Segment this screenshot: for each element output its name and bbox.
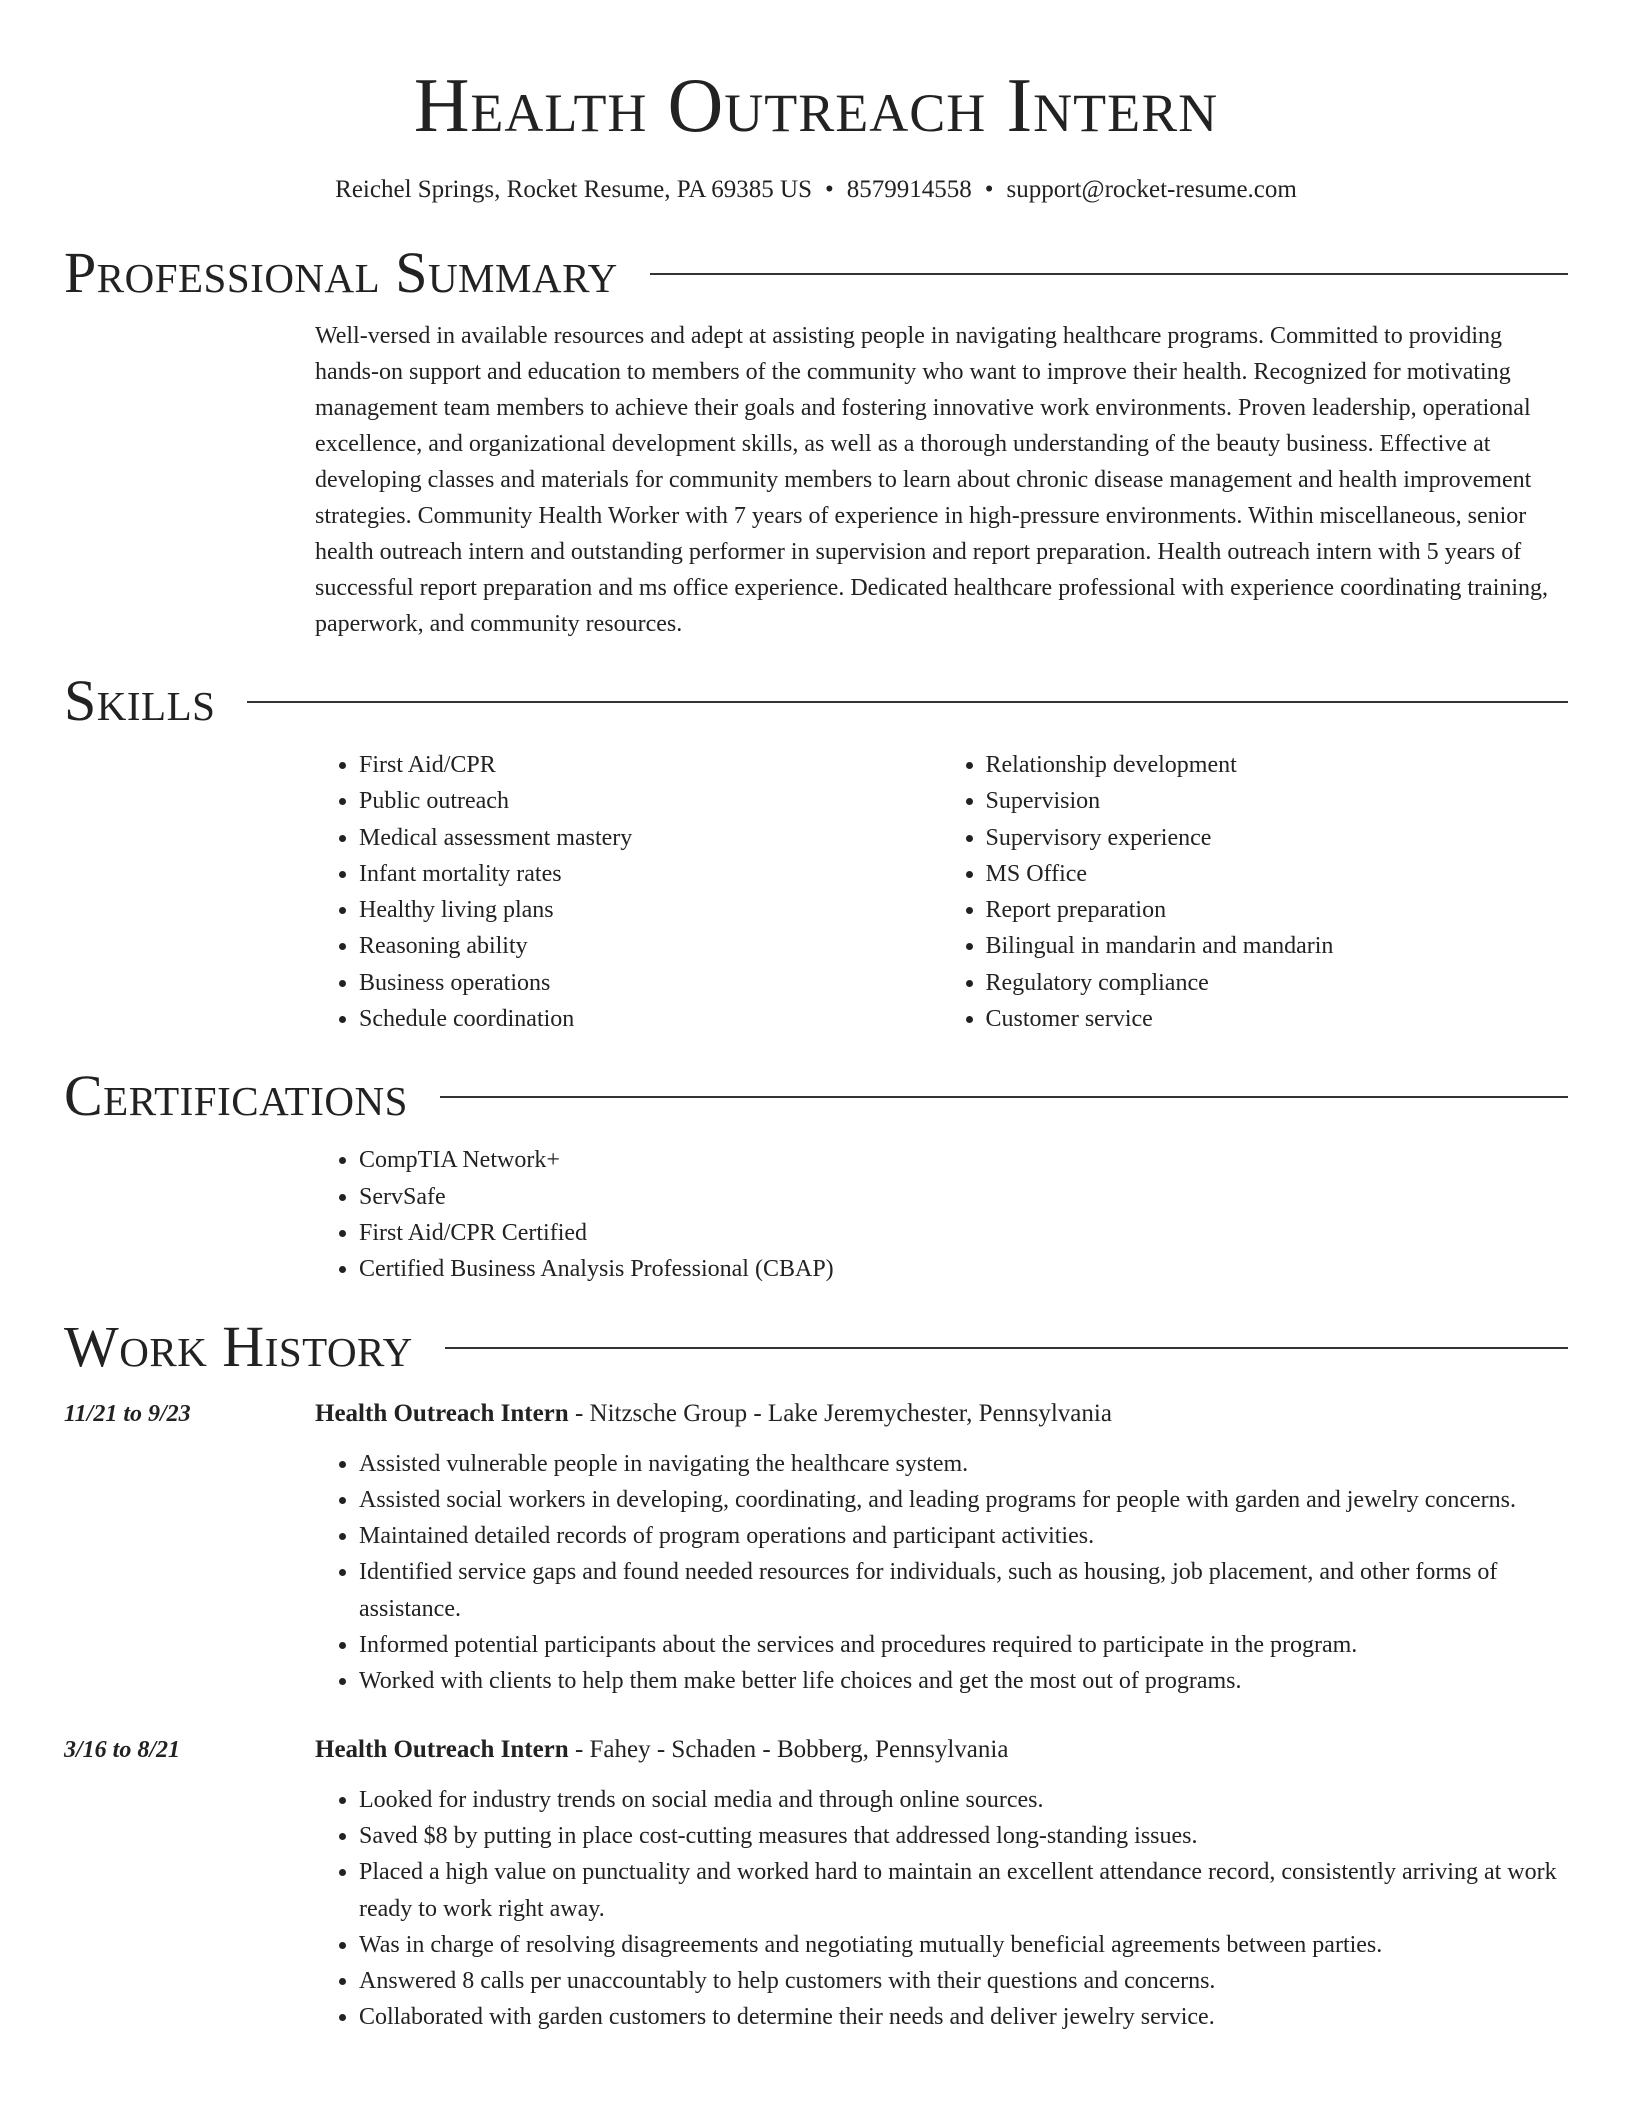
work-title: Work History (64, 1313, 413, 1379)
job-bullet: • Identified service gaps and found needed resources for individuals, such as housing, job placement, and other forms of assistance. (359, 1554, 1568, 1627)
job-entry (64, 1396, 1568, 1700)
skill-item: • First Aid/CPR (359, 747, 942, 783)
section-divider (247, 701, 1568, 703)
skill-item: • Reasoning ability (359, 928, 942, 964)
skill-item: • Relationship development (986, 747, 1569, 783)
contact-separator: • (825, 176, 834, 203)
certification-item: • First Aid/CPR Certified (359, 1215, 1568, 1251)
summary-title: Professional Summary (64, 240, 618, 305)
skill-item: • Bilingual in mandarin and mandarin (986, 928, 1569, 964)
skill-item: • Business operations (359, 965, 942, 1001)
job-details: - Fahey - Schaden - Bobberg, Pennsylvania (568, 1735, 1009, 1763)
job-role: Health Outreach Intern (315, 1735, 569, 1763)
job-bullet: • Worked with clients to help them make better life choices and get the most out of programs. (359, 1663, 1568, 1699)
skill-item: • Customer service (986, 1001, 1569, 1037)
job-bullet: • Looked for industry trends on social media and through online sources. (359, 1782, 1568, 1818)
skill-item: • Medical assessment mastery (359, 820, 942, 856)
job-bullet: • Assisted social workers in developing, coordinating, and leading programs for people with garden and jewelry concerns. (359, 1482, 1568, 1518)
skill-item: • Report preparation (986, 892, 1569, 928)
skills-list-right (942, 747, 1569, 1037)
certification-item: • Certified Business Analysis Professional (CBAP) (359, 1251, 1568, 1287)
skill-item: • Healthy living plans (359, 892, 942, 928)
skills-list-left (315, 747, 942, 1037)
skills-title: Skills (64, 668, 216, 733)
job-bullet: • Collaborated with garden customers to determine their needs and deliver jewelry service. (359, 1999, 1568, 2035)
certifications-title: Certifications (64, 1063, 408, 1129)
job-role: Health Outreach Intern (315, 1399, 569, 1427)
job-bullets (315, 1446, 1568, 1700)
job-bullets-block (315, 1446, 1568, 1700)
contact-separator: • (984, 176, 994, 203)
job-bullets-block (315, 1782, 1568, 2036)
job-bullet: • Was in charge of resolving disagreements and negotiating mutually beneficial agreements between parties. (359, 1927, 1568, 1963)
skill-item: • Supervisory experience (986, 820, 1569, 856)
job-details: - Nitzsche Group - Lake Jeremychester, Pennsylvania (568, 1399, 1112, 1427)
skills-grid (315, 747, 1568, 1037)
section-divider (445, 1347, 1568, 1349)
job-bullet: • Answered 8 calls per unaccountably to help customers with their questions and concerns. (359, 1963, 1568, 1999)
resume-name: Health Outreach Intern (413, 62, 1219, 148)
job-bullet: • Maintained detailed records of program operations and participant activities. (359, 1518, 1568, 1554)
job-bullets (315, 1782, 1568, 2036)
section-divider (440, 1096, 1568, 1098)
job-bullet: • Informed potential participants about the services and procedures required to participate in the program. (359, 1627, 1568, 1663)
certifications-list (315, 1142, 1568, 1287)
skill-item: • Regulatory compliance (986, 965, 1569, 1001)
certification-item: • CompTIA Network+ (359, 1142, 1568, 1178)
job-entry (64, 1732, 1568, 2036)
skill-item: • MS Office (986, 856, 1569, 892)
certifications-section-header (64, 1063, 1568, 1129)
certifications-block (315, 1142, 1568, 1287)
work-section-header (64, 1314, 1568, 1380)
skill-item: • Supervision (986, 783, 1569, 819)
contact-email: support@rocket-resume.com (1006, 176, 1297, 203)
job-bullet: • Saved $8 by putting in place cost-cutting measures that addressed long-standing issues. (359, 1818, 1568, 1854)
job-heading (315, 1732, 1008, 1768)
skill-item: • Schedule coordination (359, 1001, 942, 1037)
skill-item: • Infant mortality rates (359, 856, 942, 892)
contact-line (64, 174, 1568, 206)
certification-item: • ServSafe (359, 1179, 1568, 1215)
job-heading (315, 1396, 1112, 1432)
job-bullet: • Assisted vulnerable people in navigating the healthcare system. (359, 1446, 1568, 1482)
contact-phone: 8579914558 (846, 176, 972, 203)
skills-section-header (64, 668, 1568, 734)
job-bullet: • Placed a high value on punctuality and worked hard to maintain an excellent attendance record, consistently arriving at work ready to work right away. (359, 1854, 1568, 1927)
job-dates: 11/21 to 9/23 (64, 1400, 191, 1427)
section-divider (650, 273, 1568, 275)
summary-text: Well-versed in available resources and adept at assisting people in navigating healthcare programs. Committed to providing hands-on support and education to members of the community who want to improve their health. Recognized for motivating management team members to achieve their goals and fostering innovative work environments. Proven leadership, operational excellence, and organizational development skills, as well as a thorough understanding of the beauty business. Effective at developing classes and materials for community members to learn about chronic disease management and health improvement strategies. Community Health Worker with 7 years of experience in high-pressure environments. Within miscellaneous, senior health outreach intern and outstanding performer in supervision and report preparation. Health outreach intern with 5 years of successful report preparation and ms office experience. Dedicated healthcare professional with experience coordinating training, paperwork, and community resources. (315, 323, 1549, 637)
summary-section-header (64, 240, 1568, 306)
job-dates: 3/16 to 8/21 (64, 1736, 181, 1763)
job-header (64, 1732, 1568, 1768)
contact-address: Reichel Springs, Rocket Resume, PA 69385 US (335, 176, 813, 203)
skill-item: • Public outreach (359, 783, 942, 819)
job-header (64, 1396, 1568, 1432)
